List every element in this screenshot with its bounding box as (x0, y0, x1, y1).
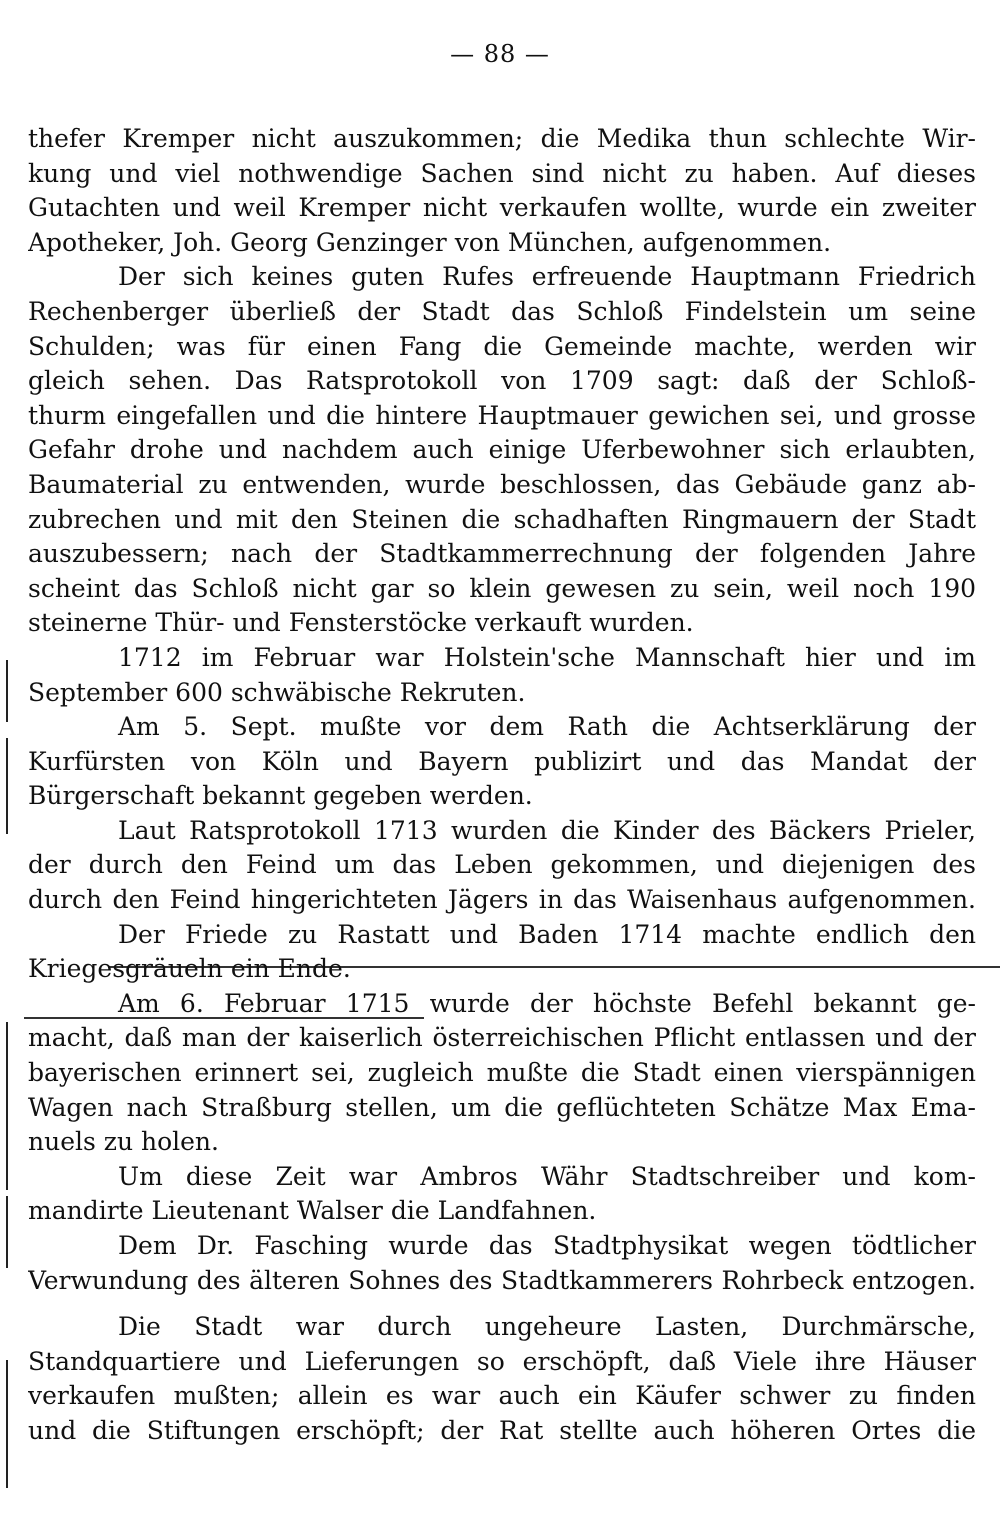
text-line: gleich sehen. Das Ratsprotokoll von 1709 sagt: daß der Schloß- (28, 366, 976, 396)
text-line: Der sich keines guten Rufes erfreuende Hauptmann Friedrich (118, 262, 976, 292)
text-line: Die Stadt war durch ungeheure Lasten, Durchmärsche, (118, 1312, 976, 1342)
text-line: Gutachten und weil Kremper nicht verkaufen wollte, wurde ein zweiter (28, 193, 976, 223)
margin-mark (6, 1196, 8, 1268)
text-line: nuels zu holen. (28, 1127, 219, 1157)
text-line: Rechenberger überließ der Stadt das Schloß Findelstein um seine (28, 296, 976, 326)
text-line: zubrechen und mit den Steinen die schadhaften Ringmauern der Stadt (28, 504, 976, 534)
text-line: der durch den Feind um das Leben gekommen, und diejenigen des (28, 850, 976, 880)
text-line: Wagen nach Straßburg stellen, um die geflüchteten Schätze Max Ema- (28, 1092, 976, 1122)
text-line: Kriegesgräueln ein Ende. (28, 954, 351, 984)
text-line: Baumaterial zu entwenden, wurde beschlossen, das Gebäude ganz ab- (28, 469, 976, 499)
text-line: Laut Ratsprotokoll 1713 wurden die Kinder des Bäckers Prieler, (118, 815, 976, 845)
text-line: scheint das Schloß nicht gar so klein gewesen zu sein, weil noch 190 (28, 573, 976, 603)
text-line: und die Stiftungen erschöpft; der Rat stellte auch höheren Ortes die (28, 1415, 976, 1445)
text-line: kung und viel nothwendige Sachen sind nicht zu haben. Auf dieses (28, 158, 976, 188)
text-line: Schulden; was für einen Fang die Gemeinde machte, werden wir (28, 331, 976, 361)
text-line: steinerne Thür- und Fensterstöcke verkauft wurden. (28, 608, 694, 638)
text-line: Standquartiere und Lieferungen so erschöpft, daß Viele ihre Häuser (28, 1346, 976, 1376)
text-line: Bürgerschaft bekannt gegeben werden. (28, 781, 533, 811)
text-line: Verwundung des älteren Sohnes des Stadtkammerers Rohrbeck entzogen. (28, 1265, 976, 1295)
text-line: mandirte Lieutenant Walser die Landfahnen. (28, 1196, 597, 1226)
text-line: 1712 im Februar war Holstein'sche Mannschaft hier und im (118, 642, 976, 672)
text-line: Um diese Zeit war Ambros Währ Stadtschreiber und kom- (118, 1161, 976, 1191)
text-line: Kurfürsten von Köln und Bayern publizirt und das Mandat der (28, 746, 976, 776)
text-line: bayerischen erinnert sei, zugleich mußte die Stadt einen vierspännigen (28, 1058, 976, 1088)
text-line: durch den Feind hingerichteten Jägers in das Waisenhaus aufgenommen. (28, 885, 976, 915)
text-line: Der Friede zu Rastatt und Baden 1714 machte endlich den (118, 919, 976, 949)
text-line: macht, daß man der kaiserlich österreichischen Pflicht entlassen und der (28, 1023, 976, 1053)
text-line: thurm eingefallen und die hintere Hauptmauer gewichen sei, und grosse (28, 400, 976, 430)
text-line: Gefahr drohe und nachdem auch einige Uferbewohner sich erlaubten, (28, 435, 976, 465)
margin-mark (6, 660, 8, 722)
margin-mark (6, 1022, 8, 1190)
margin-mark (6, 738, 8, 834)
text-line: Am 6. Februar 1715 wurde der höchste Befehl bekannt ge- (118, 988, 976, 1018)
text-line: September 600 schwäbische Rekruten. (28, 677, 526, 707)
text-line: Apotheker, Joh. Georg Genzinger von München, aufgenommen. (28, 227, 832, 257)
body-text (28, 122, 976, 1449)
page-number: — 88 — (450, 40, 550, 68)
text-line: auszubessern; nach der Stadtkammerrechnung der folgenden Jahre (28, 539, 976, 569)
text-line: Am 5. Sept. mußte vor dem Rath die Achtserklärung der (118, 712, 976, 742)
margin-mark (6, 1360, 8, 1488)
text-line: verkaufen mußten; allein es war auch ein Käufer schwer zu finden (28, 1381, 976, 1411)
text-line: Dem Dr. Fasching wurde das Stadtphysikat wegen tödtlicher (118, 1231, 976, 1260)
text-line: thefer Kremper nicht auszukommen; die Medika thun schlechte Wir- (28, 124, 976, 153)
